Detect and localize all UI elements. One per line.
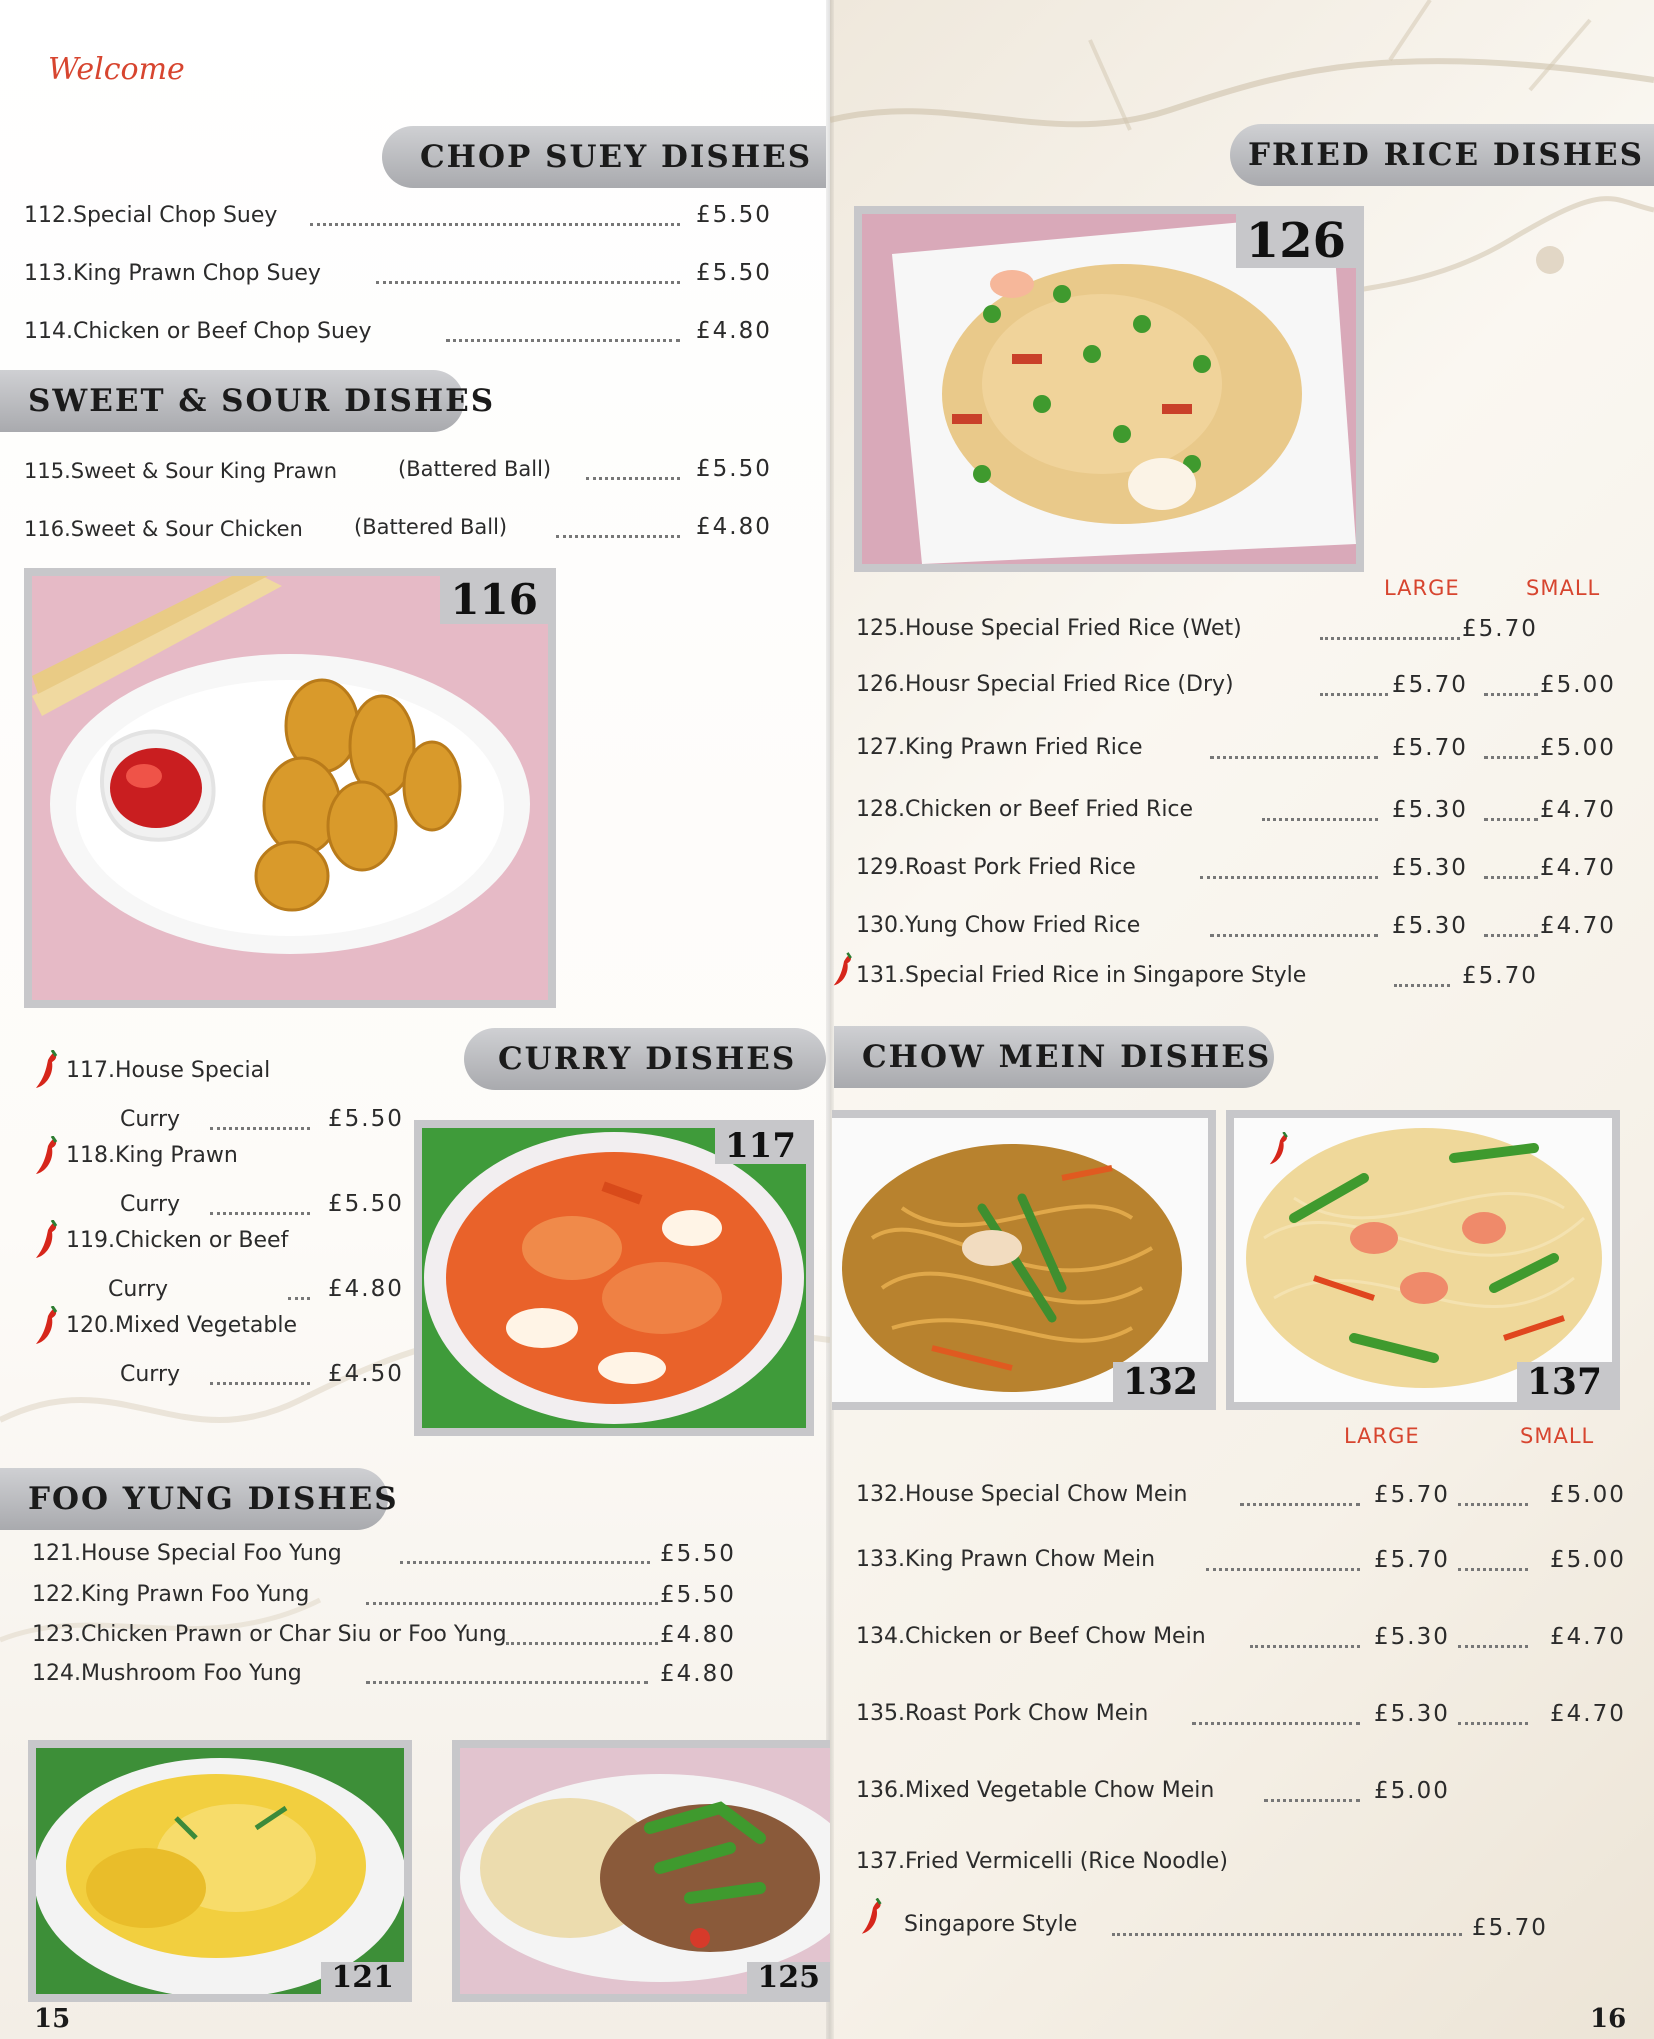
page-number-right: 16: [1590, 2004, 1627, 2034]
curry-banner: [464, 1028, 826, 1090]
curry-word: Curry: [120, 1192, 181, 1217]
menu-item-129: 129.Roast Pork Fried Rice: [856, 855, 1136, 880]
chili-icon: [34, 1050, 62, 1090]
leader-dots: [1458, 1626, 1528, 1648]
price-126-large: £5.70: [1392, 672, 1468, 698]
price-113: £5.50: [696, 260, 772, 286]
chop-suey-title: CHOP SUEY DISHES: [420, 139, 813, 175]
menu-item-112: 112.Special Chop Suey: [24, 203, 278, 228]
price-115: £5.50: [696, 456, 772, 482]
leader-dots: [1192, 1703, 1360, 1725]
leader-dots: [210, 1108, 310, 1130]
menu-item-119: 119.Chicken or Beef: [66, 1228, 289, 1253]
price-118: £5.50: [328, 1191, 404, 1217]
price-132-large: £5.70: [1374, 1482, 1450, 1508]
foo-yung-image: [36, 1748, 404, 1994]
menu-item-115: 115.Sweet & Sour King Prawn: [24, 459, 338, 483]
chili-icon: [1268, 1132, 1292, 1166]
leader-dots: [366, 1662, 648, 1684]
fried-rice-banner: [1230, 124, 1654, 186]
photo-house-special-fried-rice-wet: [452, 1740, 830, 2002]
menu-item-135: 135.Roast Pork Chow Mein: [856, 1701, 1149, 1726]
leader-dots: [446, 320, 680, 342]
leader-dots: [1206, 1549, 1360, 1571]
price-130-small: £4.70: [1540, 913, 1616, 939]
photo-number-137: 137: [1517, 1362, 1612, 1402]
leader-dots: [1264, 1780, 1360, 1802]
leader-dots: [1250, 1626, 1360, 1648]
sweet-sour-title: SWEET & SOUR DISHES: [28, 383, 496, 419]
chili-icon: [34, 1220, 62, 1260]
photo-number-117: 117: [715, 1128, 806, 1164]
menu-item-126: 126.Housr Special Fried Rice (Dry): [856, 672, 1234, 697]
foo-yung-banner: [0, 1468, 399, 1530]
chili-icon: [832, 952, 856, 988]
curry-word: Curry: [120, 1107, 181, 1132]
menu-item-131: 131.Special Fried Rice in Singapore Style: [856, 963, 1307, 988]
leader-dots: [1262, 799, 1378, 821]
price-136-large: £5.00: [1374, 1778, 1450, 1804]
leader-dots: [1484, 674, 1538, 696]
photo-house-special-curry: [414, 1120, 814, 1436]
foo-yung-title: FOO YUNG DISHES: [28, 1481, 399, 1517]
photo-special-fried-rice-dry: [854, 206, 1364, 572]
chili-icon: [34, 1306, 62, 1346]
curry-word: Curry: [120, 1362, 181, 1387]
price-132-small: £5.00: [1550, 1482, 1626, 1508]
price-119: £4.80: [328, 1276, 404, 1302]
leader-dots: [1200, 857, 1378, 879]
fried-rice-title: FRIED RICE DISHES: [1248, 137, 1645, 173]
photo-sweet-sour-chicken: [24, 568, 556, 1008]
price-122: £5.50: [660, 1582, 736, 1608]
leader-dots: [1484, 857, 1538, 879]
fried-rice-wet-image: [460, 1748, 830, 1994]
large-label: LARGE: [1344, 1424, 1420, 1448]
chow-mein-banner: [834, 1026, 1274, 1088]
menu-item-136: 136.Mixed Vegetable Chow Mein: [856, 1778, 1215, 1803]
leader-dots: [1484, 799, 1538, 821]
photo-fried-vermicelli: [1226, 1110, 1620, 1410]
leader-dots: [210, 1193, 310, 1215]
price-117: £5.50: [328, 1106, 404, 1132]
menu-item-137-style: Singapore Style: [904, 1912, 1078, 1937]
photo-number-121: 121: [321, 1962, 404, 1994]
menu-item-116: 116.Sweet & Sour Chicken: [24, 517, 303, 541]
price-120: £4.50: [328, 1361, 404, 1387]
price-125-large: £5.70: [1462, 616, 1538, 642]
price-127-small: £5.00: [1540, 735, 1616, 761]
price-126-small: £5.00: [1540, 672, 1616, 698]
price-129-small: £4.70: [1540, 855, 1616, 881]
price-124: £4.80: [660, 1661, 736, 1687]
curry-title: CURRY DISHES: [498, 1041, 797, 1077]
leader-dots: [210, 1363, 310, 1385]
price-112: £5.50: [696, 202, 772, 228]
small-label: SMALL: [1526, 576, 1601, 600]
leader-dots: [1394, 965, 1450, 987]
leader-dots: [288, 1278, 310, 1300]
price-114: £4.80: [696, 318, 772, 344]
leader-dots: [1210, 737, 1378, 759]
price-128-small: £4.70: [1540, 797, 1616, 823]
large-label: LARGE: [1384, 576, 1460, 600]
leader-dots: [1458, 1703, 1528, 1725]
leader-dots: [1458, 1549, 1528, 1571]
price-135-small: £4.70: [1550, 1701, 1626, 1727]
page-spine: [826, 0, 834, 2039]
leader-dots: [1240, 1484, 1360, 1506]
curry-image: [422, 1128, 806, 1428]
photo-number-126: 126: [1236, 214, 1356, 268]
photo-number-132: 132: [1113, 1362, 1208, 1402]
leader-dots: [1484, 737, 1538, 759]
price-134-large: £5.30: [1374, 1624, 1450, 1650]
menu-item-121: 121.House Special Foo Yung: [32, 1541, 342, 1566]
photo-number-125: 125: [747, 1962, 830, 1994]
menu-item-122: 122.King Prawn Foo Yung: [32, 1582, 310, 1607]
price-127-large: £5.70: [1392, 735, 1468, 761]
menu-item-130: 130.Yung Chow Fried Rice: [856, 913, 1141, 938]
photo-house-special-chow-mein: [832, 1110, 1216, 1410]
leader-dots: [310, 204, 680, 226]
price-129-large: £5.30: [1392, 855, 1468, 881]
price-130-large: £5.30: [1392, 913, 1468, 939]
menu-item-114: 114.Chicken or Beef Chop Suey: [24, 319, 372, 344]
price-133-large: £5.70: [1374, 1547, 1450, 1573]
leader-dots: [1320, 618, 1460, 640]
page-number-left: 15: [34, 2004, 71, 2034]
menu-item-132: 132.House Special Chow Mein: [856, 1482, 1188, 1507]
sweet-sour-chicken-image: [32, 576, 548, 1000]
small-label: SMALL: [1520, 1424, 1595, 1448]
leader-dots: [586, 458, 680, 480]
chili-icon: [860, 1898, 886, 1936]
menu-item-128: 128.Chicken or Beef Fried Rice: [856, 797, 1194, 822]
chow-mein-image: [832, 1118, 1208, 1402]
menu-item-134: 134.Chicken or Beef Chow Mein: [856, 1624, 1206, 1649]
menu-item-113: 113.King Prawn Chop Suey: [24, 261, 321, 286]
leader-dots: [1112, 1914, 1462, 1936]
price-116: £4.80: [696, 514, 772, 540]
menu-item-116-note: (Battered Ball): [354, 515, 508, 539]
leader-dots: [1320, 674, 1388, 696]
menu-item-117: 117.House Special: [66, 1058, 271, 1083]
price-131-large: £5.70: [1462, 963, 1538, 989]
menu-item-123: 123.Chicken Prawn or Char Siu or Foo Yung: [32, 1622, 507, 1647]
price-128-large: £5.30: [1392, 797, 1468, 823]
menu-item-125: 125.House Special Fried Rice (Wet): [856, 616, 1242, 641]
menu-item-137: 137.Fried Vermicelli (Rice Noodle): [856, 1849, 1228, 1874]
chow-mein-title: CHOW MEIN DISHES: [862, 1039, 1272, 1075]
photo-house-special-foo-yung: [28, 1740, 412, 2002]
leader-dots: [506, 1623, 658, 1645]
sweet-sour-banner: [0, 370, 496, 432]
leader-dots: [1210, 915, 1378, 937]
price-121: £5.50: [660, 1541, 736, 1567]
photo-number-116: 116: [440, 576, 548, 624]
leader-dots: [1458, 1484, 1528, 1506]
price-123: £4.80: [660, 1622, 736, 1648]
leader-dots: [1484, 915, 1538, 937]
price-133-small: £5.00: [1550, 1547, 1626, 1573]
menu-item-133: 133.King Prawn Chow Mein: [856, 1547, 1156, 1572]
chili-icon: [34, 1136, 62, 1176]
leader-dots: [366, 1583, 658, 1605]
leader-dots: [400, 1542, 650, 1564]
menu-item-115-note: (Battered Ball): [398, 457, 552, 481]
price-137: £5.70: [1472, 1915, 1548, 1941]
menu-item-124: 124.Mushroom Foo Yung: [32, 1661, 302, 1686]
chop-suey-banner: [382, 126, 826, 188]
menu-item-120: 120.Mixed Vegetable: [66, 1313, 298, 1338]
menu-item-118: 118.King Prawn: [66, 1143, 238, 1168]
leader-dots: [376, 262, 680, 284]
menu-item-127: 127.King Prawn Fried Rice: [856, 735, 1143, 760]
curry-word: Curry: [108, 1277, 169, 1302]
price-135-large: £5.30: [1374, 1701, 1450, 1727]
price-134-small: £4.70: [1550, 1624, 1626, 1650]
leader-dots: [556, 516, 680, 538]
welcome-title: Welcome: [48, 52, 185, 87]
